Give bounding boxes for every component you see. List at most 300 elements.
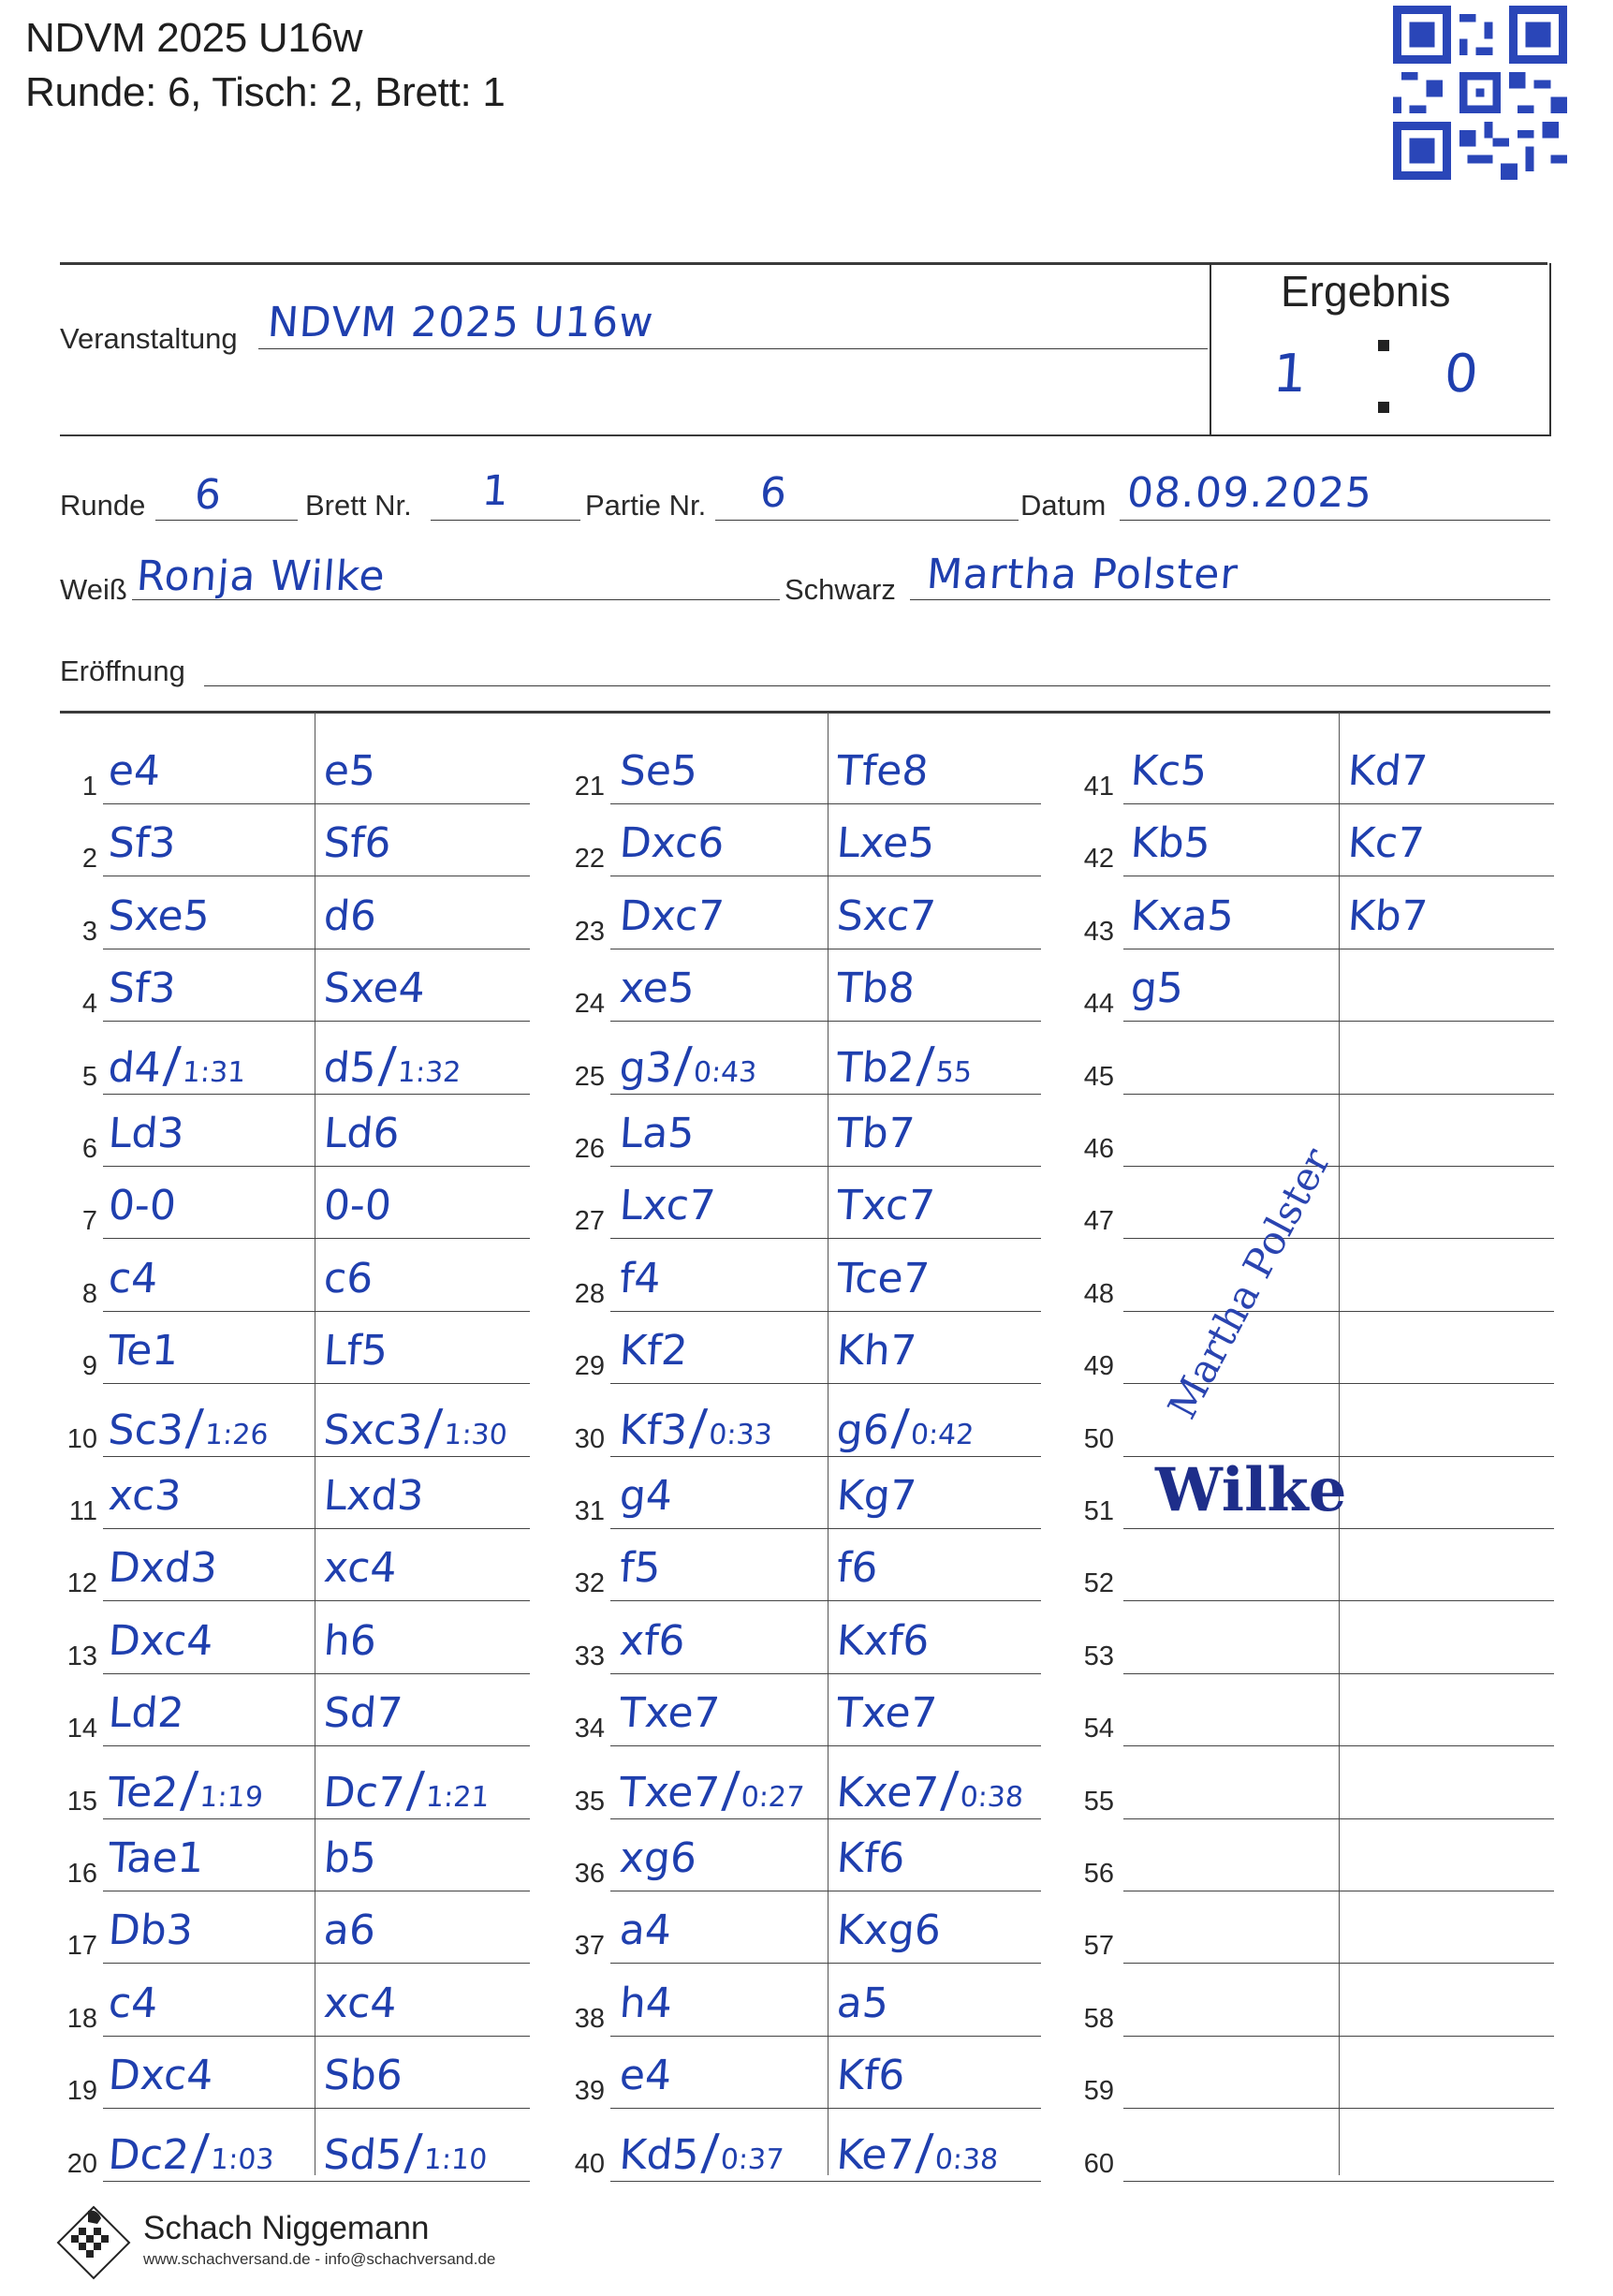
white-move[interactable]: [618, 1399, 774, 1456]
black-move[interactable]: [322, 1327, 389, 1376]
black-move[interactable]: [322, 1399, 509, 1456]
white-player-value[interactable]: Ronja Wilke: [135, 552, 388, 600]
move-row-line-white: [1123, 1021, 1339, 1022]
white-move-text: Kd5: [618, 2130, 701, 2179]
result-colon-top: [1378, 340, 1389, 351]
move-row-line-white: [610, 2036, 828, 2037]
move-row-line-white: [103, 2181, 315, 2182]
white-move-text: Dc2: [107, 2130, 191, 2179]
move-row-line-black: [1339, 803, 1554, 804]
white-move-clock-time: 0:27: [740, 1780, 806, 1814]
white-move[interactable]: [107, 1616, 215, 1665]
move-row-line-white: [103, 1963, 315, 1964]
white-move[interactable]: [1129, 891, 1236, 940]
white-move-clock-time: 1:19: [198, 1780, 265, 1814]
move-row-line-black: [828, 1600, 1041, 1601]
move-row-line-black: [1339, 1528, 1554, 1529]
white-move-text: Dxc7: [618, 891, 726, 940]
white-move[interactable]: [618, 819, 726, 868]
white-move[interactable]: [107, 1472, 183, 1520]
move-row-line-white: [1123, 1094, 1339, 1095]
white-move-text: Ld2: [107, 1689, 186, 1738]
black-move[interactable]: [322, 1906, 377, 1955]
move-number: 46: [1083, 1134, 1114, 1164]
move-row-line-black: [828, 1383, 1041, 1384]
black-move-text: Kxe7: [835, 1768, 941, 1817]
move-row-line-white: [103, 1311, 315, 1312]
move-number: 33: [574, 1641, 605, 1671]
white-move-text: Lxc7: [618, 1182, 717, 1230]
date-line: [1120, 520, 1550, 521]
white-move[interactable]: [618, 1616, 687, 1665]
black-move[interactable]: [835, 1472, 918, 1520]
move-number: 41: [1083, 772, 1114, 802]
time-separator: /: [688, 1399, 709, 1456]
move-row-line-white: [1123, 1600, 1339, 1601]
white-move[interactable]: [107, 1254, 160, 1303]
move-number: 24: [574, 989, 605, 1020]
white-move[interactable]: [618, 964, 697, 1013]
black-move[interactable]: [322, 891, 378, 940]
move-row-line-white: [610, 1963, 828, 1964]
white-move[interactable]: [107, 747, 162, 795]
black-move-text: Tb7: [835, 1110, 916, 1157]
move-number: 31: [574, 1496, 605, 1526]
black-move-text: xc4: [322, 1979, 399, 2027]
black-move[interactable]: [835, 1327, 918, 1376]
black-move[interactable]: [322, 1254, 375, 1303]
white-move-text: a4: [618, 1906, 673, 1955]
move-number: 17: [66, 1931, 97, 1962]
opening-label: Eröffnung: [60, 655, 185, 687]
move-row-line-black: [315, 2036, 530, 2037]
move-number: 15: [66, 1786, 97, 1817]
move-row-line-black: [1339, 1456, 1554, 1457]
move-number: 7: [81, 1206, 97, 1237]
black-move[interactable]: [1346, 747, 1430, 795]
move-number: 29: [574, 1351, 605, 1382]
col-sep-3: [1339, 713, 1340, 2175]
white-move[interactable]: [107, 891, 212, 940]
white-player-label: Weiß: [60, 573, 127, 606]
white-move-text: Dxc6: [618, 819, 726, 868]
black-move[interactable]: [835, 1182, 937, 1230]
black-move-clock-time: 55: [934, 1055, 974, 1089]
white-move-text: xe5: [618, 964, 697, 1013]
move-row-line-black: [828, 1166, 1041, 1167]
brand-name: Schach Niggemann: [143, 2210, 430, 2246]
move-row-line-black: [315, 1963, 530, 1964]
time-separator: /: [376, 1037, 398, 1094]
white-move[interactable]: [107, 1399, 271, 1456]
move-row-line-white: [610, 1745, 828, 1746]
brand-contact: www.schachversand.de - info@schachversand.de: [143, 2250, 496, 2268]
black-move-clock-time: 0:42: [909, 1418, 975, 1451]
move-row-line-white: [1123, 2036, 1339, 2037]
black-move[interactable]: [322, 964, 427, 1013]
white-move[interactable]: [618, 1037, 758, 1094]
black-move[interactable]: [322, 1834, 378, 1882]
white-move[interactable]: [107, 2124, 276, 2181]
move-row-line-black: [1339, 1166, 1554, 1167]
white-move-text: c4: [107, 1254, 160, 1303]
black-move[interactable]: [322, 1544, 399, 1593]
black-move[interactable]: [322, 1616, 378, 1665]
move-row-line-black: [828, 1238, 1041, 1239]
result-label: Ergebnis: [1281, 267, 1451, 316]
white-move[interactable]: [107, 819, 178, 868]
round-line: [155, 520, 298, 521]
signature-black: Martha Polster: [1159, 1141, 1341, 1427]
black-move[interactable]: [835, 891, 938, 940]
move-row-line-white: [610, 1383, 828, 1384]
black-move-text: Tb2: [835, 1043, 916, 1092]
move-row-line-white: [103, 2108, 315, 2109]
move-row-line-black: [315, 1745, 530, 1746]
move-number: 49: [1083, 1351, 1114, 1382]
signature-white: Wilke: [1155, 1455, 1347, 1525]
black-move[interactable]: [835, 964, 916, 1013]
event-line: [258, 348, 1208, 349]
white-move[interactable]: [107, 1110, 186, 1157]
move-row-line-white: [610, 1600, 828, 1601]
round-value[interactable]: 6: [193, 471, 224, 519]
move-row-line-white: [103, 1456, 315, 1457]
move-number: 58: [1083, 2003, 1114, 2034]
move-number: 28: [574, 1278, 605, 1309]
move-row-line-black: [315, 803, 530, 804]
move-row-line-white: [103, 1166, 315, 1167]
move-row-line-black: [1339, 1094, 1554, 1095]
white-move[interactable]: [1129, 747, 1209, 795]
move-row-line-black: [315, 1021, 530, 1022]
move-row-line-white: [1123, 1238, 1339, 1239]
move-row-line-white: [610, 2108, 828, 2109]
black-move[interactable]: [835, 1616, 931, 1665]
black-move-text: Kxf6: [835, 1616, 931, 1665]
move-number: 57: [1083, 1931, 1114, 1962]
white-move[interactable]: [1129, 819, 1212, 868]
black-move[interactable]: [835, 1399, 975, 1456]
black-move[interactable]: [322, 1037, 462, 1094]
qr-code-icon: [1393, 6, 1567, 180]
white-move[interactable]: [618, 2052, 673, 2100]
white-move[interactable]: [107, 1544, 219, 1593]
move-row-line-black: [828, 1818, 1041, 1819]
move-row-line-white: [610, 1238, 828, 1239]
black-move[interactable]: [322, 1472, 426, 1520]
black-move[interactable]: [322, 1979, 399, 2027]
move-number: 60: [1083, 2148, 1114, 2179]
game-line: [715, 520, 1019, 521]
white-move[interactable]: [618, 1979, 674, 2027]
white-move-text: Sc3: [107, 1406, 185, 1454]
black-move[interactable]: [835, 1834, 907, 1882]
white-move[interactable]: [618, 1761, 806, 1818]
white-move-clock-time: 0:43: [692, 1055, 758, 1089]
move-number: 32: [574, 1568, 605, 1599]
time-separator: /: [720, 1761, 741, 1818]
black-move[interactable]: [322, 1761, 491, 1818]
black-move-text: c6: [322, 1254, 375, 1303]
time-separator: /: [189, 2124, 211, 2181]
move-number: 19: [66, 2076, 97, 2107]
time-separator: /: [889, 1399, 911, 1456]
white-move[interactable]: [618, 1689, 722, 1738]
move-row-line-black: [1339, 1818, 1554, 1819]
white-move[interactable]: [107, 1761, 265, 1818]
black-move-text: Sxe4: [322, 964, 427, 1013]
white-move-text: Kb5: [1129, 819, 1212, 868]
white-move[interactable]: [107, 1906, 195, 1955]
black-move[interactable]: [835, 2124, 1000, 2181]
white-move-clock-time: 0:33: [708, 1418, 773, 1451]
black-move[interactable]: [322, 1182, 393, 1230]
white-move-clock-time: 1:03: [209, 2142, 275, 2176]
move-number: 25: [574, 1061, 605, 1092]
round-label: Runde: [60, 489, 146, 522]
move-row-line-white: [103, 1383, 315, 1384]
white-move-text: xc3: [107, 1472, 183, 1520]
move-number: 55: [1083, 1786, 1114, 1817]
move-row-line-white: [1123, 803, 1339, 804]
move-row-line-black: [828, 1021, 1041, 1022]
move-number: 50: [1083, 1423, 1114, 1454]
move-row-line-white: [1123, 1963, 1339, 1964]
black-move[interactable]: [835, 1979, 890, 2027]
black-move-text: Lxd3: [322, 1472, 426, 1520]
move-row-line-white: [1123, 1745, 1339, 1746]
black-move[interactable]: [835, 2052, 907, 2100]
move-row-line-black: [828, 803, 1041, 804]
move-number: 43: [1083, 916, 1114, 947]
black-move[interactable]: [835, 1037, 974, 1094]
move-row-line-black: [1339, 1963, 1554, 1964]
white-move[interactable]: [618, 891, 726, 940]
black-move-text: Kf6: [835, 2052, 907, 2100]
black-move[interactable]: [322, 1110, 402, 1157]
black-move[interactable]: [835, 1110, 916, 1157]
white-move-text: Kf2: [618, 1327, 690, 1376]
move-number: 48: [1083, 1278, 1114, 1309]
date-value[interactable]: 08.09.2025: [1125, 469, 1374, 517]
move-number: 5: [81, 1061, 97, 1092]
move-row-line-white: [610, 1166, 828, 1167]
time-separator: /: [161, 1037, 183, 1094]
move-number: 21: [574, 772, 605, 802]
black-move[interactable]: [835, 1544, 880, 1593]
move-row-line-white: [610, 1021, 828, 1022]
black-player-value[interactable]: Martha Polster: [925, 551, 1240, 598]
move-row-line-black: [315, 1166, 530, 1167]
move-row-line-white: [1123, 1673, 1339, 1674]
result-black-value[interactable]: 0: [1442, 344, 1481, 405]
white-move[interactable]: [107, 1182, 178, 1230]
white-move[interactable]: [618, 1182, 717, 1230]
move-row-line-white: [610, 2181, 828, 2182]
white-move[interactable]: [107, 1037, 247, 1094]
black-move-text: b5: [322, 1834, 378, 1882]
move-number: 12: [66, 1568, 97, 1599]
black-player-line: [910, 599, 1550, 600]
white-move[interactable]: [618, 1472, 674, 1520]
black-move[interactable]: [835, 1906, 943, 1955]
black-move-text: Txe7: [835, 1689, 939, 1738]
move-row-line-black: [1339, 1600, 1554, 1601]
move-row-line-white: [103, 803, 315, 804]
black-move-text: Kxg6: [835, 1906, 943, 1955]
white-move-text: e4: [618, 2052, 673, 2100]
move-number: 2: [81, 844, 97, 875]
black-move[interactable]: [322, 747, 377, 795]
move-row-line-black: [828, 1311, 1041, 1312]
black-move-text: Kb7: [1346, 891, 1430, 940]
move-row-line-black: [315, 1383, 530, 1384]
move-number: 27: [574, 1206, 605, 1237]
move-number: 35: [574, 1786, 605, 1817]
black-move[interactable]: [1346, 891, 1430, 940]
black-move-text: Dc7: [322, 1768, 406, 1817]
black-move-clock-time: 1:30: [443, 1418, 508, 1451]
white-move[interactable]: [107, 964, 178, 1013]
white-move-text: c4: [107, 1979, 160, 2027]
move-number: 14: [66, 1714, 97, 1744]
black-move-text: Tb8: [835, 964, 916, 1013]
black-move[interactable]: [835, 1689, 939, 1738]
move-number: 42: [1083, 844, 1114, 875]
black-move-text: d6: [322, 891, 378, 940]
time-separator: /: [915, 1037, 936, 1094]
white-move[interactable]: [618, 1834, 698, 1882]
event-value[interactable]: NDVM 2025 U16w: [266, 299, 656, 346]
event-label: Veranstaltung: [60, 322, 238, 355]
game-value[interactable]: 6: [758, 469, 789, 517]
time-separator: /: [672, 1037, 694, 1094]
move-row-line-white: [103, 1600, 315, 1601]
black-move[interactable]: [835, 747, 931, 795]
move-row-line-white: [1123, 2108, 1339, 2109]
white-move-text: La5: [618, 1110, 697, 1157]
white-move-text: Sf3: [107, 819, 178, 868]
move-number: 51: [1083, 1496, 1114, 1526]
black-move-text: Lxe5: [835, 819, 937, 868]
white-move[interactable]: [618, 1906, 673, 1955]
black-move-text: Sb6: [322, 2052, 404, 2100]
white-move[interactable]: [618, 1327, 690, 1376]
black-move-text: Ke7: [835, 2130, 916, 2179]
move-row-line-white: [610, 1456, 828, 1457]
white-move[interactable]: [618, 1544, 663, 1593]
black-move[interactable]: [322, 1689, 404, 1738]
black-move-text: Kh7: [835, 1327, 918, 1376]
time-separator: /: [914, 2124, 935, 2181]
black-move-text: f6: [835, 1544, 880, 1593]
board-label: Brett Nr.: [305, 489, 412, 522]
white-move[interactable]: [618, 1110, 697, 1157]
move-row-line-black: [1339, 1238, 1554, 1239]
white-move-text: g5: [1129, 964, 1185, 1013]
black-move-clock-time: 1:10: [422, 2142, 489, 2176]
black-move[interactable]: [835, 1761, 1025, 1818]
move-row-line-black: [315, 1600, 530, 1601]
move-row-line-black: [315, 1311, 530, 1312]
sheet-header-title: NDVM 2025 U16w: [25, 15, 363, 61]
move-row-line-black: [315, 1818, 530, 1819]
black-move-clock-time: 1:21: [424, 1780, 491, 1814]
move-number: 40: [574, 2148, 605, 2179]
black-move[interactable]: [322, 2052, 404, 2100]
white-move[interactable]: [107, 2052, 215, 2100]
sheet-header-round-info: Runde: 6, Tisch: 2, Brett: 1: [25, 69, 506, 115]
move-row-line-black: [315, 1094, 530, 1095]
black-move[interactable]: [835, 1254, 931, 1303]
white-move-text: Ld3: [107, 1110, 186, 1157]
black-move[interactable]: [322, 2124, 489, 2181]
opening-line: [204, 685, 1550, 686]
move-row-line-white: [610, 1094, 828, 1095]
black-move-text: 0-0: [322, 1182, 393, 1230]
white-move[interactable]: [107, 1327, 181, 1376]
move-number: 52: [1083, 1568, 1114, 1599]
white-move[interactable]: [618, 1254, 663, 1303]
black-move[interactable]: [322, 819, 393, 868]
move-number: 1: [81, 772, 97, 802]
black-move-text: xc4: [322, 1544, 399, 1593]
white-move[interactable]: [107, 1689, 186, 1738]
move-row-line-black: [315, 2108, 530, 2109]
white-move[interactable]: [107, 1979, 160, 2027]
black-move[interactable]: [835, 819, 937, 868]
move-number: 56: [1083, 1859, 1114, 1889]
move-number: 3: [81, 916, 97, 947]
white-move-text: xf6: [618, 1616, 687, 1665]
move-row-line-black: [315, 1238, 530, 1239]
time-separator: /: [184, 1399, 205, 1456]
move-number: 23: [574, 916, 605, 947]
result-white-value[interactable]: 1: [1270, 344, 1310, 405]
white-move[interactable]: [618, 2124, 785, 2181]
move-row-line-white: [103, 1745, 315, 1746]
black-move-text: Kg7: [835, 1472, 918, 1520]
black-move-text: Sd5: [322, 2130, 404, 2179]
chess-knight-logo-icon: [56, 2205, 131, 2280]
move-row-line-white: [1123, 1528, 1339, 1529]
white-move[interactable]: [1129, 964, 1185, 1013]
black-move-text: Ld6: [322, 1110, 402, 1157]
white-move-text: h4: [618, 1979, 674, 2027]
move-number: 11: [68, 1496, 97, 1526]
move-row-line-black: [828, 2036, 1041, 2037]
move-number: 34: [574, 1714, 605, 1744]
move-row-line-white: [610, 1673, 828, 1674]
white-move-text: Txe7: [618, 1768, 722, 1817]
move-row-line-white: [103, 1021, 315, 1022]
move-number: 45: [1083, 1061, 1114, 1092]
white-move[interactable]: [107, 1834, 206, 1882]
white-move[interactable]: [618, 747, 699, 795]
board-value[interactable]: 1: [480, 467, 511, 515]
move-number: 59: [1083, 2076, 1114, 2107]
board-line: [431, 520, 580, 521]
white-move-text: f4: [618, 1254, 663, 1303]
move-number: 44: [1083, 989, 1114, 1020]
black-move[interactable]: [1346, 819, 1426, 868]
black-move-text: Txc7: [835, 1182, 937, 1230]
white-move-text: g3: [618, 1043, 674, 1092]
black-move-text: Sd7: [322, 1689, 404, 1738]
move-number: 6: [81, 1134, 97, 1164]
move-number: 13: [66, 1641, 97, 1671]
